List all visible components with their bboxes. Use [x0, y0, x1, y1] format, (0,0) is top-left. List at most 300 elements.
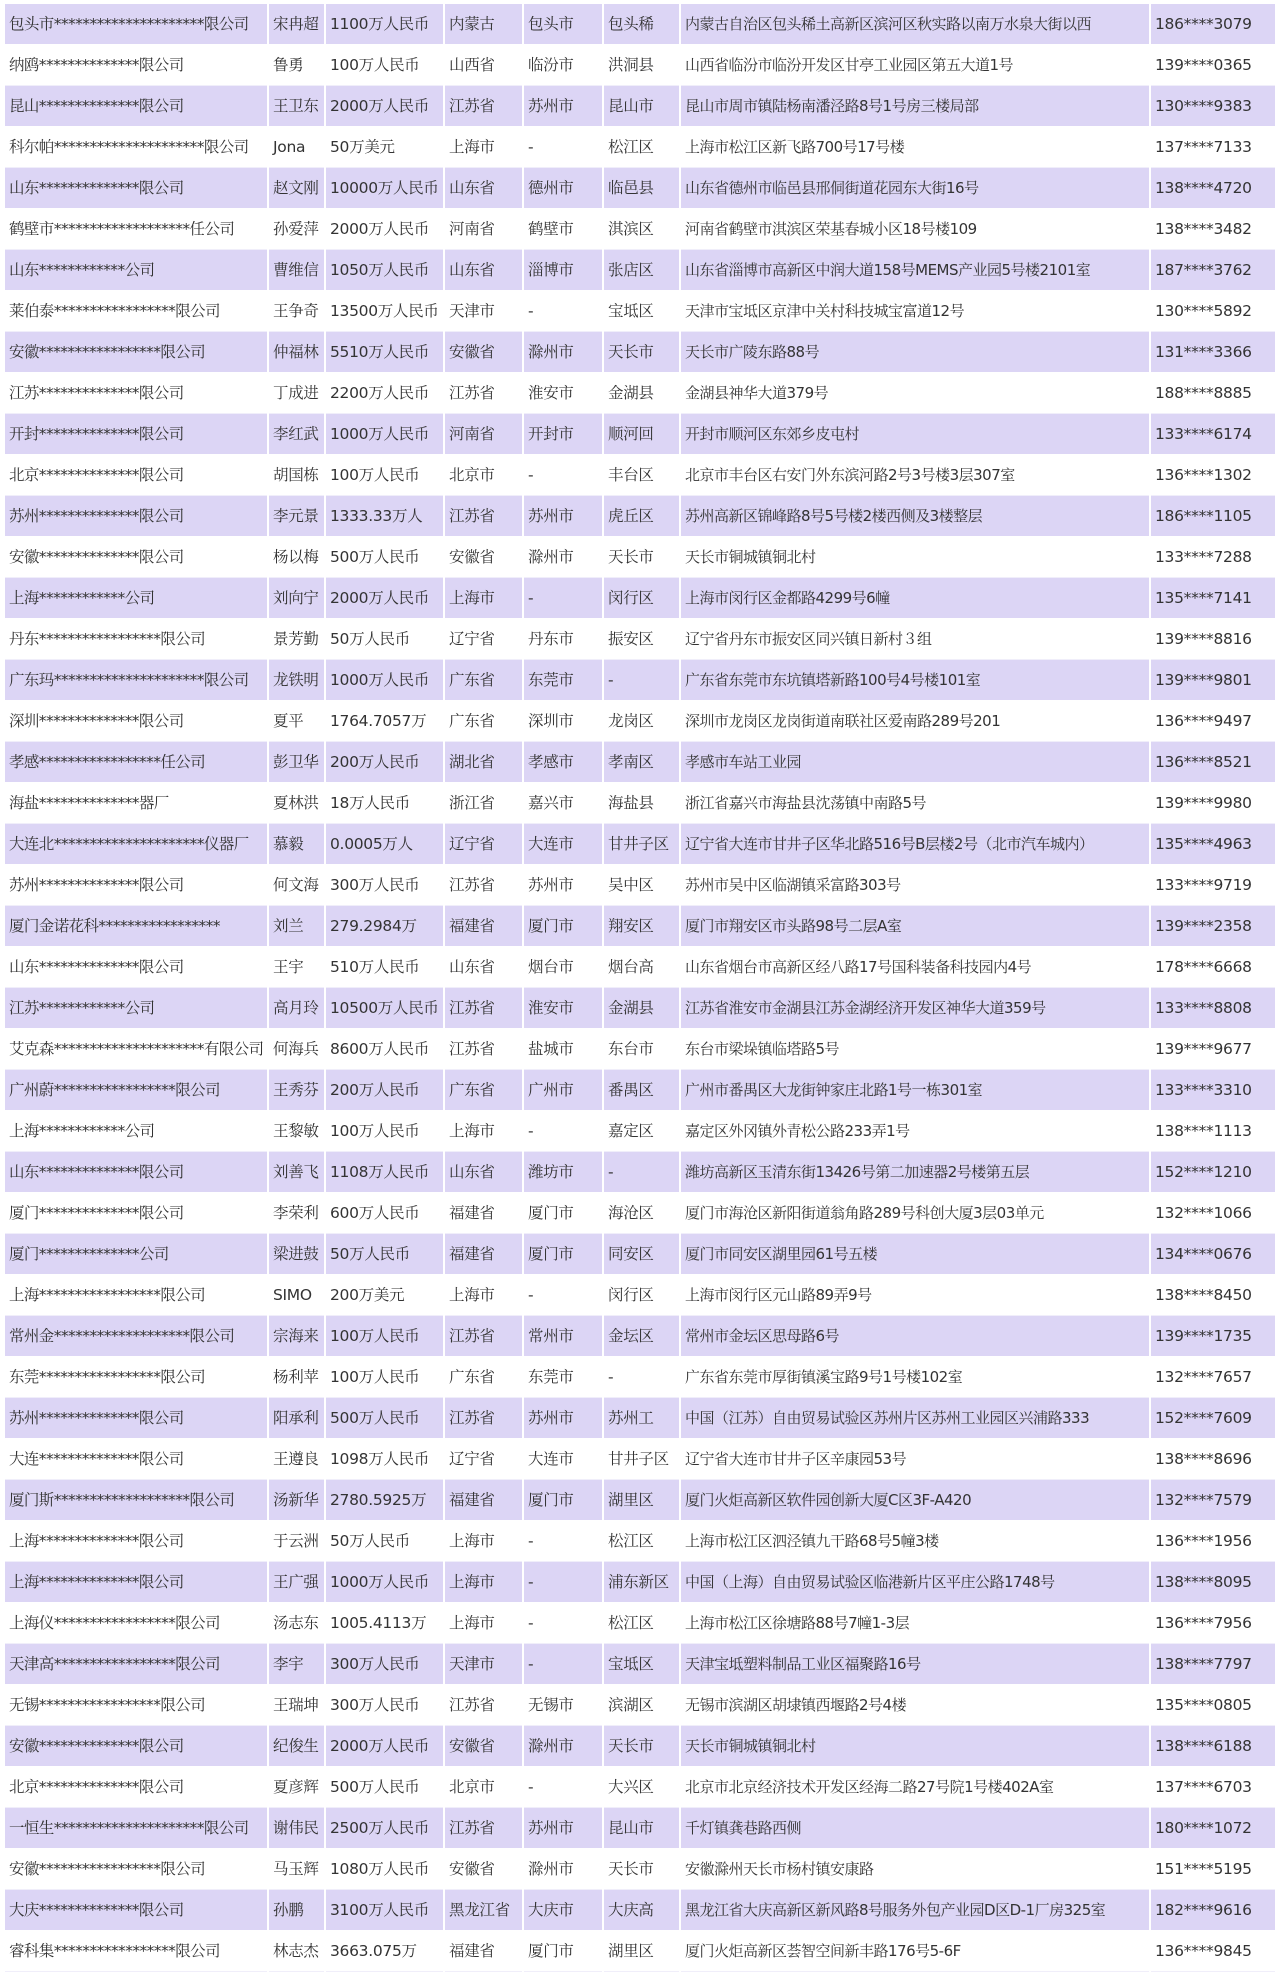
legal-rep-cell: 梁进鼓 [268, 1234, 325, 1275]
company-name-cell: 科尔帕*********************限公司 [5, 127, 268, 168]
province-cell: 广东省 [444, 701, 523, 742]
phone-cell: 133****9719 [1150, 865, 1275, 906]
registered-capital-cell: 1098万人民币 [325, 1439, 444, 1480]
registered-capital-cell: 1000万人民币 [325, 414, 444, 455]
registered-capital-cell: 2000万人民币 [325, 1726, 444, 1767]
city-cell: 开封市 [523, 414, 603, 455]
table-row [5, 455, 1275, 496]
address-cell: 江苏省淮安市金湖县江苏金湖经济开发区神华大道359号 [680, 988, 1150, 1029]
province-cell: 上海市 [444, 1603, 523, 1644]
district-cell: 天长市 [603, 1849, 680, 1890]
legal-rep-cell: 孙鹏 [268, 1890, 325, 1931]
district-cell: 滨湖区 [603, 1685, 680, 1726]
phone-cell: 138****8450 [1150, 1275, 1275, 1316]
table-row [5, 865, 1275, 906]
address-cell: 嘉定区外冈镇外青松公路233弄1号 [680, 1111, 1150, 1152]
registered-capital-cell: 2000万人民币 [325, 578, 444, 619]
address-cell: 广州市番禺区大龙街钟家庄北路1号一栋301室 [680, 1070, 1150, 1111]
district-cell: 顺河回 [603, 414, 680, 455]
registered-capital-cell: 100万人民币 [325, 45, 444, 86]
table-row [5, 1685, 1275, 1726]
registered-capital-cell: 1108万人民币 [325, 1152, 444, 1193]
registered-capital-cell: 500万人民币 [325, 537, 444, 578]
legal-rep-cell: 曹维信 [268, 250, 325, 291]
phone-cell: 136****9845 [1150, 1931, 1275, 1972]
city-cell: 滁州市 [523, 1726, 603, 1767]
district-cell: 浦东新区 [603, 1562, 680, 1603]
district-cell: 番禺区 [603, 1070, 680, 1111]
company-name-cell: 厦门**************限公司 [5, 1193, 268, 1234]
registered-capital-cell: 2500万人民币 [325, 1808, 444, 1849]
address-cell: 厦门市同安区湖里园61号五楼 [680, 1234, 1150, 1275]
province-cell: 上海市 [444, 1521, 523, 1562]
province-cell: 江苏省 [444, 1808, 523, 1849]
registered-capital-cell: 1005.4113万 [325, 1603, 444, 1644]
province-cell: 辽宁省 [444, 824, 523, 865]
district-cell: 海盐县 [603, 783, 680, 824]
company-name-cell: 厦门**************公司 [5, 1234, 268, 1275]
phone-cell: 187****3762 [1150, 250, 1275, 291]
company-name-cell: 莱伯泰*****************限公司 [5, 291, 268, 332]
district-cell: 海沧区 [603, 1193, 680, 1234]
address-cell: 辽宁省大连市甘井子区华北路516号B层楼2号（北市汽车城内） [680, 824, 1150, 865]
table-body [5, 4, 1275, 1972]
registered-capital-cell: 100万人民币 [325, 455, 444, 496]
district-cell: - [603, 1152, 680, 1193]
address-cell: 开封市顺河区东郊乡皮屯村 [680, 414, 1150, 455]
legal-rep-cell: SIMO [268, 1275, 325, 1316]
district-cell: 张店区 [603, 250, 680, 291]
district-cell: 金湖县 [603, 373, 680, 414]
table-row [5, 1521, 1275, 1562]
registered-capital-cell: 1050万人民币 [325, 250, 444, 291]
legal-rep-cell: 王争奇 [268, 291, 325, 332]
registered-capital-cell: 50万人民币 [325, 1234, 444, 1275]
province-cell: 上海市 [444, 1111, 523, 1152]
registered-capital-cell: 3663.075万 [325, 1931, 444, 1972]
legal-rep-cell: 纪俊生 [268, 1726, 325, 1767]
company-name-cell: 苏州**************限公司 [5, 1398, 268, 1439]
province-cell: 福建省 [444, 906, 523, 947]
company-name-cell: 上海**************限公司 [5, 1562, 268, 1603]
phone-cell: 137****7133 [1150, 127, 1275, 168]
table-row [5, 1931, 1275, 1972]
city-cell: - [523, 1767, 603, 1808]
registered-capital-cell: 2000万人民币 [325, 86, 444, 127]
phone-cell: 130****9383 [1150, 86, 1275, 127]
address-cell: 山西省临汾市临汾开发区甘亭工业园区第五大道1号 [680, 45, 1150, 86]
registered-capital-cell: 500万人民币 [325, 1767, 444, 1808]
address-cell: 厦门火炬高新区软件园创新大厦C区3F-A420 [680, 1480, 1150, 1521]
phone-cell: 135****0805 [1150, 1685, 1275, 1726]
city-cell: 厦门市 [523, 1234, 603, 1275]
city-cell: 厦门市 [523, 1931, 603, 1972]
company-name-cell: 山东**************限公司 [5, 947, 268, 988]
legal-rep-cell: 李红武 [268, 414, 325, 455]
company-name-cell: 北京**************限公司 [5, 1767, 268, 1808]
legal-rep-cell: 夏林洪 [268, 783, 325, 824]
phone-cell: 130****5892 [1150, 291, 1275, 332]
table-row [5, 1316, 1275, 1357]
legal-rep-cell: 何海兵 [268, 1029, 325, 1070]
legal-rep-cell: Jona [268, 127, 325, 168]
company-name-cell: 大连**************限公司 [5, 1439, 268, 1480]
district-cell: 宝坻区 [603, 1644, 680, 1685]
phone-cell: 138****8095 [1150, 1562, 1275, 1603]
district-cell: 天长市 [603, 537, 680, 578]
phone-cell: 135****7141 [1150, 578, 1275, 619]
company-name-cell: 北京**************限公司 [5, 455, 268, 496]
legal-rep-cell: 宋冉超 [268, 4, 325, 45]
province-cell: 内蒙古 [444, 4, 523, 45]
legal-rep-cell: 王秀芬 [268, 1070, 325, 1111]
table-row [5, 578, 1275, 619]
legal-rep-cell: 刘兰 [268, 906, 325, 947]
company-name-cell: 天津高*****************限公司 [5, 1644, 268, 1685]
district-cell: 湖里区 [603, 1931, 680, 1972]
district-cell: 东台市 [603, 1029, 680, 1070]
address-cell: 上海市闵行区元山路89弄9号 [680, 1275, 1150, 1316]
phone-cell: 139****2358 [1150, 906, 1275, 947]
company-name-cell: 上海仪*****************限公司 [5, 1603, 268, 1644]
city-cell: 东莞市 [523, 1357, 603, 1398]
legal-rep-cell: 于云洲 [268, 1521, 325, 1562]
registered-capital-cell: 500万人民币 [325, 1398, 444, 1439]
registered-capital-cell: 600万人民币 [325, 1193, 444, 1234]
table-row [5, 209, 1275, 250]
province-cell: 天津市 [444, 1644, 523, 1685]
address-cell: 潍坊高新区玉清东街13426号第二加速器2号楼第五层 [680, 1152, 1150, 1193]
city-cell: 盐城市 [523, 1029, 603, 1070]
table-row [5, 619, 1275, 660]
province-cell: 山东省 [444, 947, 523, 988]
address-cell: 辽宁省大连市甘井子区辛康园53号 [680, 1439, 1150, 1480]
table-row [5, 1439, 1275, 1480]
address-cell: 苏州高新区锦峰路8号5号楼2楼西侧及3楼整层 [680, 496, 1150, 537]
registered-capital-cell: 0.0005万人 [325, 824, 444, 865]
province-cell: 广东省 [444, 1070, 523, 1111]
table-row [5, 1275, 1275, 1316]
registered-capital-cell: 300万人民币 [325, 865, 444, 906]
address-cell: 天津宝坻塑料制品工业区福聚路16号 [680, 1644, 1150, 1685]
table-row [5, 1767, 1275, 1808]
city-cell: 广州市 [523, 1070, 603, 1111]
company-name-cell: 一恒生*********************限公司 [5, 1808, 268, 1849]
registered-capital-cell: 1080万人民币 [325, 1849, 444, 1890]
legal-rep-cell: 王卫东 [268, 86, 325, 127]
district-cell: 淇滨区 [603, 209, 680, 250]
registered-capital-cell: 279.2984万 [325, 906, 444, 947]
phone-cell: 136****1302 [1150, 455, 1275, 496]
city-cell: 厦门市 [523, 906, 603, 947]
province-cell: 广东省 [444, 1357, 523, 1398]
province-cell: 江苏省 [444, 1398, 523, 1439]
district-cell: 烟台高 [603, 947, 680, 988]
phone-cell: 132****7579 [1150, 1480, 1275, 1521]
city-cell: - [523, 578, 603, 619]
legal-rep-cell: 慕毅 [268, 824, 325, 865]
legal-rep-cell: 王瑞坤 [268, 1685, 325, 1726]
province-cell: 山东省 [444, 1152, 523, 1193]
province-cell: 山西省 [444, 45, 523, 86]
address-cell: 中国（上海）自由贸易试验区临港新片区平庄公路1748号 [680, 1562, 1150, 1603]
table-row [5, 701, 1275, 742]
phone-cell: 136****9497 [1150, 701, 1275, 742]
province-cell: 辽宁省 [444, 619, 523, 660]
company-name-cell: 厦门斯*******************限公司 [5, 1480, 268, 1521]
table-row [5, 4, 1275, 45]
province-cell: 安徽省 [444, 332, 523, 373]
city-cell: 无锡市 [523, 1685, 603, 1726]
registered-capital-cell: 1000万人民币 [325, 1562, 444, 1603]
table-row [5, 1029, 1275, 1070]
province-cell: 上海市 [444, 1562, 523, 1603]
address-cell: 金湖县神华大道379号 [680, 373, 1150, 414]
registered-capital-cell: 200万人民币 [325, 742, 444, 783]
legal-rep-cell: 刘向宁 [268, 578, 325, 619]
phone-cell: 133****8808 [1150, 988, 1275, 1029]
legal-rep-cell: 杨利苹 [268, 1357, 325, 1398]
legal-rep-cell: 赵文刚 [268, 168, 325, 209]
legal-rep-cell: 景芳勤 [268, 619, 325, 660]
phone-cell: 139****9677 [1150, 1029, 1275, 1070]
phone-cell: 132****7657 [1150, 1357, 1275, 1398]
address-cell: 上海市松江区徐塘路88号7幢1-3层 [680, 1603, 1150, 1644]
table-row [5, 824, 1275, 865]
table-row [5, 1808, 1275, 1849]
phone-cell: 139****8816 [1150, 619, 1275, 660]
city-cell: 东莞市 [523, 660, 603, 701]
table-row [5, 1111, 1275, 1152]
address-cell: 天长市广陵东路88号 [680, 332, 1150, 373]
company-name-cell: 苏州**************限公司 [5, 496, 268, 537]
address-cell: 辽宁省丹东市振安区同兴镇日新村３组 [680, 619, 1150, 660]
phone-cell: 138****4720 [1150, 168, 1275, 209]
registered-capital-cell: 510万人民币 [325, 947, 444, 988]
address-cell: 黑龙江省大庆高新区新风路8号服务外包产业园D区D-1厂房325室 [680, 1890, 1150, 1931]
legal-rep-cell: 仲福林 [268, 332, 325, 373]
company-name-cell: 安徽**************限公司 [5, 1726, 268, 1767]
table-row [5, 127, 1275, 168]
province-cell: 山东省 [444, 168, 523, 209]
city-cell: - [523, 291, 603, 332]
phone-cell: 182****9616 [1150, 1890, 1275, 1931]
legal-rep-cell: 汤志东 [268, 1603, 325, 1644]
district-cell: 吴中区 [603, 865, 680, 906]
city-cell: - [523, 1562, 603, 1603]
district-cell: 龙岗区 [603, 701, 680, 742]
phone-cell: 136****7956 [1150, 1603, 1275, 1644]
district-cell: 虎丘区 [603, 496, 680, 537]
address-cell: 天长市铜城镇铜北村 [680, 1726, 1150, 1767]
city-cell: 临汾市 [523, 45, 603, 86]
address-cell: 山东省德州市临邑县邢侗街道花园东大街16号 [680, 168, 1150, 209]
district-cell: 昆山市 [603, 1808, 680, 1849]
address-cell: 昆山市周市镇陆杨南潘泾路8号1号房三楼局部 [680, 86, 1150, 127]
table-row [5, 988, 1275, 1029]
table-row [5, 783, 1275, 824]
legal-rep-cell: 夏平 [268, 701, 325, 742]
city-cell: 苏州市 [523, 1808, 603, 1849]
province-cell: 上海市 [444, 127, 523, 168]
company-name-cell: 上海************公司 [5, 1111, 268, 1152]
address-cell: 千灯镇龚巷路西侧 [680, 1808, 1150, 1849]
company-name-cell: 无锡*****************限公司 [5, 1685, 268, 1726]
address-cell: 中国（江苏）自由贸易试验区苏州片区苏州工业园区兴浦路333 [680, 1398, 1150, 1439]
table-row [5, 537, 1275, 578]
table-row [5, 1603, 1275, 1644]
address-cell: 北京市北京经济技术开发区经海二路27号院1号楼402A室 [680, 1767, 1150, 1808]
address-cell: 无锡市滨湖区胡埭镇西堰路2号4楼 [680, 1685, 1150, 1726]
phone-cell: 137****6703 [1150, 1767, 1275, 1808]
company-name-cell: 上海************公司 [5, 578, 268, 619]
table-row [5, 1398, 1275, 1439]
registered-capital-cell: 1000万人民币 [325, 660, 444, 701]
company-name-cell: 纳鸥**************限公司 [5, 45, 268, 86]
registered-capital-cell: 3100万人民币 [325, 1890, 444, 1931]
province-cell: 安徽省 [444, 537, 523, 578]
legal-rep-cell: 胡国栋 [268, 455, 325, 496]
company-name-cell: 常州金*******************限公司 [5, 1316, 268, 1357]
district-cell: 金坛区 [603, 1316, 680, 1357]
registered-capital-cell: 2000万人民币 [325, 209, 444, 250]
city-cell: 淮安市 [523, 373, 603, 414]
address-cell: 厦门市翔安区市头路98号二层A室 [680, 906, 1150, 947]
address-cell: 东台市梁垛镇临塔路5号 [680, 1029, 1150, 1070]
table-row [5, 1070, 1275, 1111]
table-row [5, 373, 1275, 414]
province-cell: 天津市 [444, 291, 523, 332]
table-row [5, 414, 1275, 455]
table-row [5, 332, 1275, 373]
city-cell: 包头市 [523, 4, 603, 45]
registered-capital-cell: 2780.5925万 [325, 1480, 444, 1521]
legal-rep-cell: 王广强 [268, 1562, 325, 1603]
legal-rep-cell: 杨以梅 [268, 537, 325, 578]
province-cell: 广东省 [444, 660, 523, 701]
phone-cell: 152****7609 [1150, 1398, 1275, 1439]
registered-capital-cell: 10000万人民币 [325, 168, 444, 209]
legal-rep-cell: 王宇 [268, 947, 325, 988]
company-name-cell: 昆山**************限公司 [5, 86, 268, 127]
company-name-cell: 艾克森*********************有限公司 [5, 1029, 268, 1070]
company-name-cell: 广州蔚*****************限公司 [5, 1070, 268, 1111]
registered-capital-cell: 100万人民币 [325, 1111, 444, 1152]
district-cell: 昆山市 [603, 86, 680, 127]
company-name-cell: 山东**************限公司 [5, 1152, 268, 1193]
city-cell: - [523, 127, 603, 168]
phone-cell: 186****3079 [1150, 4, 1275, 45]
city-cell: 厦门市 [523, 1193, 603, 1234]
phone-cell: 138****7797 [1150, 1644, 1275, 1685]
province-cell: 福建省 [444, 1931, 523, 1972]
city-cell: 潍坊市 [523, 1152, 603, 1193]
city-cell: - [523, 1603, 603, 1644]
city-cell: 淮安市 [523, 988, 603, 1029]
table-row [5, 947, 1275, 988]
registered-capital-cell: 1100万人民币 [325, 4, 444, 45]
city-cell: - [523, 1644, 603, 1685]
company-name-cell: 开封**************限公司 [5, 414, 268, 455]
address-cell: 河南省鹤壁市淇滨区荣基春城小区18号楼109 [680, 209, 1150, 250]
phone-cell: 139****0365 [1150, 45, 1275, 86]
legal-rep-cell: 彭卫华 [268, 742, 325, 783]
legal-rep-cell: 李荣利 [268, 1193, 325, 1234]
province-cell: 江苏省 [444, 988, 523, 1029]
table-row [5, 660, 1275, 701]
city-cell: 滁州市 [523, 332, 603, 373]
district-cell: 甘井子区 [603, 824, 680, 865]
registered-capital-cell: 10500万人民币 [325, 988, 444, 1029]
district-cell: - [603, 660, 680, 701]
phone-cell: 152****1210 [1150, 1152, 1275, 1193]
phone-cell: 132****1066 [1150, 1193, 1275, 1234]
company-name-cell: 广东玛*********************限公司 [5, 660, 268, 701]
legal-rep-cell: 宗海来 [268, 1316, 325, 1357]
phone-cell: 133****6174 [1150, 414, 1275, 455]
address-cell: 天长市铜城镇铜北村 [680, 537, 1150, 578]
phone-cell: 131****3366 [1150, 332, 1275, 373]
city-cell: 苏州市 [523, 86, 603, 127]
province-cell: 北京市 [444, 1767, 523, 1808]
city-cell: 德州市 [523, 168, 603, 209]
province-cell: 河南省 [444, 414, 523, 455]
district-cell: - [603, 1357, 680, 1398]
district-cell: 翔安区 [603, 906, 680, 947]
province-cell: 北京市 [444, 455, 523, 496]
address-cell: 北京市丰台区右安门外东滨河路2号3号楼3层307室 [680, 455, 1150, 496]
phone-cell: 133****3310 [1150, 1070, 1275, 1111]
district-cell: 同安区 [603, 1234, 680, 1275]
legal-rep-cell: 李宇 [268, 1644, 325, 1685]
city-cell: 苏州市 [523, 865, 603, 906]
province-cell: 山东省 [444, 250, 523, 291]
city-cell: 孝感市 [523, 742, 603, 783]
registered-capital-cell: 200万人民币 [325, 1070, 444, 1111]
phone-cell: 138****6188 [1150, 1726, 1275, 1767]
legal-rep-cell: 高月玲 [268, 988, 325, 1029]
address-cell: 上海市松江区泗泾镇九干路68号5幢3楼 [680, 1521, 1150, 1562]
registered-capital-cell: 5510万人民币 [325, 332, 444, 373]
table-row [5, 742, 1275, 783]
registered-capital-cell: 2200万人民币 [325, 373, 444, 414]
company-name-cell: 深圳**************限公司 [5, 701, 268, 742]
city-cell: 淄博市 [523, 250, 603, 291]
province-cell: 黑龙江省 [444, 1890, 523, 1931]
city-cell: 嘉兴市 [523, 783, 603, 824]
table-row [5, 86, 1275, 127]
company-name-cell: 厦门金诺花科***************** [5, 906, 268, 947]
table-row [5, 1152, 1275, 1193]
city-cell: 鹤壁市 [523, 209, 603, 250]
province-cell: 辽宁省 [444, 1439, 523, 1480]
table-row [5, 291, 1275, 332]
address-cell: 浙江省嘉兴市海盐县沈荡镇中南路5号 [680, 783, 1150, 824]
registered-capital-cell: 13500万人民币 [325, 291, 444, 332]
legal-rep-cell: 鲁勇 [268, 45, 325, 86]
province-cell: 江苏省 [444, 373, 523, 414]
district-cell: 松江区 [603, 127, 680, 168]
company-name-cell: 大庆**************限公司 [5, 1890, 268, 1931]
city-cell: 大连市 [523, 1439, 603, 1480]
city-cell: 常州市 [523, 1316, 603, 1357]
phone-cell: 138****1113 [1150, 1111, 1275, 1152]
province-cell: 河南省 [444, 209, 523, 250]
registered-capital-cell: 50万人民币 [325, 619, 444, 660]
address-cell: 广东省东莞市东坑镇塔新路100号4号楼101室 [680, 660, 1150, 701]
legal-rep-cell: 丁成进 [268, 373, 325, 414]
city-cell: - [523, 1521, 603, 1562]
